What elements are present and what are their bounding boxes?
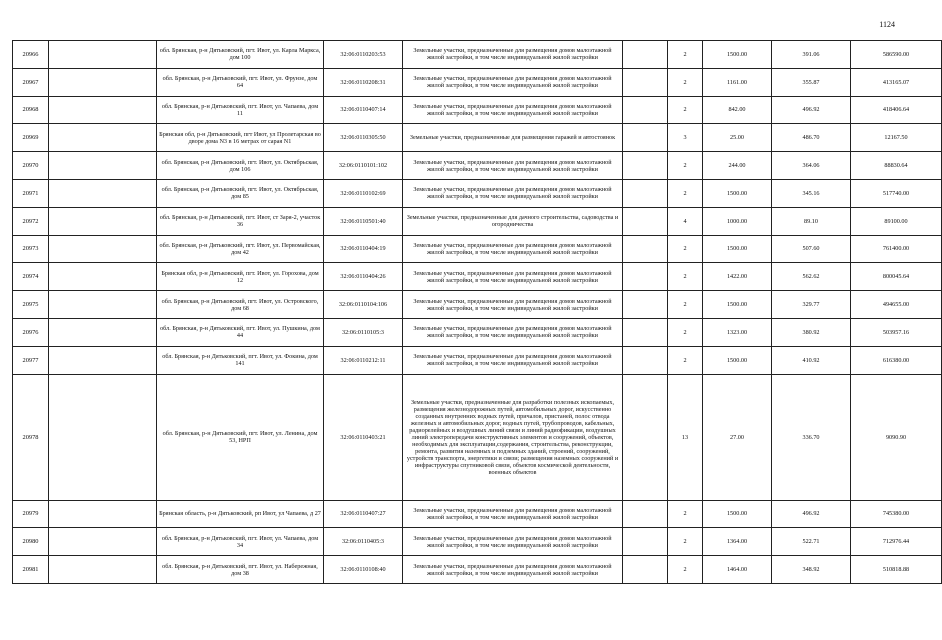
cadastral-value-cell: 89100.00 <box>851 207 942 235</box>
group-code-cell: 2 <box>668 500 703 528</box>
permitted-use-cell: Земельные участки, предназначенные для размещения домов малоэтажной жилой застройки, в том числе индивидуальной жилой застройки <box>403 500 623 528</box>
empty-cell <box>623 68 668 96</box>
row-number-cell: 20975 <box>13 291 49 319</box>
specific-value-cell: 391.06 <box>772 41 851 69</box>
land-registry-table <box>12 40 942 584</box>
area-cell: 1161.00 <box>703 68 772 96</box>
cadastral-number-cell: 32:06:0110105:3 <box>324 318 403 346</box>
cadastral-value-cell: 9090.90 <box>851 374 942 500</box>
empty-cell <box>49 263 157 291</box>
empty-cell <box>49 346 157 374</box>
empty-cell <box>49 500 157 528</box>
area-cell: 27.00 <box>703 374 772 500</box>
cadastral-value-cell: 586590.00 <box>851 41 942 69</box>
permitted-use-cell: Земельные участки, предназначенные для размещения домов малоэтажной жилой застройки, в том числе индивидуальной жилой застройки <box>403 68 623 96</box>
address-cell: обл. Брянская, р-н Дятьковский, пгт. Ивот, ул. Островского, дом 68 <box>157 291 324 319</box>
empty-cell <box>49 124 157 152</box>
area-cell: 1323.00 <box>703 318 772 346</box>
empty-cell <box>623 96 668 124</box>
empty-cell <box>623 374 668 500</box>
group-code-cell: 2 <box>668 41 703 69</box>
area-cell: 1500.00 <box>703 346 772 374</box>
group-code-cell: 3 <box>668 124 703 152</box>
row-number-cell: 20966 <box>13 41 49 69</box>
table-row <box>13 41 942 69</box>
table-row <box>13 263 942 291</box>
empty-cell <box>623 207 668 235</box>
address-cell: обл. Брянская, р-н Дятьковский, пгт. Ивот, ул. Чапаева, дом 11 <box>157 96 324 124</box>
area-cell: 25.00 <box>703 124 772 152</box>
area-cell: 1500.00 <box>703 291 772 319</box>
address-cell: Брянская обл, р-н Дятьковский, пгт Ивот, ул Пролетарская во дворе дома N3 в 16 метрах от сарая N1 <box>157 124 324 152</box>
table-row <box>13 207 942 235</box>
row-number-cell: 20969 <box>13 124 49 152</box>
page-number: 1124 <box>879 20 895 29</box>
group-code-cell: 2 <box>668 152 703 180</box>
specific-value-cell: 410.92 <box>772 346 851 374</box>
table-row <box>13 235 942 263</box>
cadastral-value-cell: 517740.00 <box>851 179 942 207</box>
group-code-cell: 2 <box>668 556 703 584</box>
row-number-cell: 20978 <box>13 374 49 500</box>
empty-cell <box>623 500 668 528</box>
row-number-cell: 20974 <box>13 263 49 291</box>
specific-value-cell: 336.70 <box>772 374 851 500</box>
empty-cell <box>49 68 157 96</box>
table-row <box>13 374 942 500</box>
specific-value-cell: 486.70 <box>772 124 851 152</box>
address-cell: обл. Брянская, р-н Дятьковский, пгт. Ивот, ул. Октябрьская, дом 106 <box>157 152 324 180</box>
cadastral-number-cell: 32:06:0110403:21 <box>324 374 403 500</box>
address-cell: обл. Брянская, р-н Дятьковский, пгт. Ивот, ул. Карла Маркса, дом 100 <box>157 41 324 69</box>
table-row <box>13 152 942 180</box>
table-row <box>13 96 942 124</box>
cadastral-number-cell: 32:06:0110203:53 <box>324 41 403 69</box>
permitted-use-cell: Земельные участки, предназначенные для размещения домов малоэтажной жилой застройки, в том числе индивидуальной жилой застройки <box>403 318 623 346</box>
table-row <box>13 528 942 556</box>
empty-cell <box>49 41 157 69</box>
address-cell: обл. Брянская, р-н Дятьковский, пгт. Ивот, ул. Фрунзе, дом 64 <box>157 68 324 96</box>
permitted-use-cell: Земельные участки, предназначенные для размещения домов малоэтажной жилой застройки, в том числе индивидуальной жилой застройки <box>403 346 623 374</box>
empty-cell <box>49 96 157 124</box>
empty-cell <box>623 124 668 152</box>
permitted-use-cell: Земельные участки, предназначенные для размещения домов малоэтажной жилой застройки, в том числе индивидуальной жилой застройки <box>403 556 623 584</box>
cadastral-value-cell: 88830.64 <box>851 152 942 180</box>
permitted-use-cell: Земельные участки, предназначенные для размещения домов малоэтажной жилой застройки, в том числе индивидуальной жилой застройки <box>403 291 623 319</box>
group-code-cell: 4 <box>668 207 703 235</box>
permitted-use-cell: Земельные участки, предназначенные для размещения домов малоэтажной жилой застройки, в том числе индивидуальной жилой застройки <box>403 235 623 263</box>
permitted-use-cell: Земельные участки, предназначенные для размещения домов малоэтажной жилой застройки, в том числе индивидуальной жилой застройки <box>403 179 623 207</box>
permitted-use-cell: Земельные участки, предназначенные для размещения домов малоэтажной жилой застройки, в том числе индивидуальной жилой застройки <box>403 528 623 556</box>
empty-cell <box>623 346 668 374</box>
row-number-cell: 20968 <box>13 96 49 124</box>
group-code-cell: 2 <box>668 68 703 96</box>
empty-cell <box>623 235 668 263</box>
cadastral-value-cell: 712976.44 <box>851 528 942 556</box>
empty-cell <box>623 291 668 319</box>
empty-cell <box>49 179 157 207</box>
empty-cell <box>623 263 668 291</box>
permitted-use-cell: Земельные участки, предназначенные для разработки полезных ископаемых, размещения железнодорожных путей, автомобильных дорог, искусственно созданных внутренних водных путей, причалов, пристаней, полос отвода железных и автомобильных дорог, водных путей, трубопроводов, кабельных, радиорелейных и воздушных линий связи и линий радиофикации, воздушных линий электропередачи конструктивных элементов и сооружений, объектов, необходимых для эксплуатации,содержания, строительства, реконструкции, ремонта, развития наземных и подземных зданий, строений, сооружений, устройств транспорта, энергетики и связи; размещения наземных сооружений и инфраструктуры спутниковой связи, объектов космической деятельности, военных объектов <box>403 374 623 500</box>
address-cell: обл. Брянская, р-н Дятьковский, пгт. Ивот, ул. Первомайская, дом 42 <box>157 235 324 263</box>
area-cell: 1000.00 <box>703 207 772 235</box>
cadastral-value-cell: 745380.00 <box>851 500 942 528</box>
empty-cell <box>623 556 668 584</box>
specific-value-cell: 496.92 <box>772 500 851 528</box>
row-number-cell: 20972 <box>13 207 49 235</box>
area-cell: 1500.00 <box>703 500 772 528</box>
table-row <box>13 291 942 319</box>
permitted-use-cell: Земельные участки, предназначенные для размещения домов малоэтажной жилой застройки, в том числе индивидуальной жилой застройки <box>403 96 623 124</box>
cadastral-value-cell: 12167.50 <box>851 124 942 152</box>
address-cell: обл. Брянская, р-н Дятьковский, пгт. Ивот, ул. Ленина, дом 53, НРП <box>157 374 324 500</box>
table-row <box>13 346 942 374</box>
group-code-cell: 2 <box>668 179 703 207</box>
area-cell: 1500.00 <box>703 235 772 263</box>
permitted-use-cell: Земельные участки, предназначенные для размещения домов малоэтажной жилой застройки, в том числе индивидуальной жилой застройки <box>403 41 623 69</box>
cadastral-value-cell: 800045.64 <box>851 263 942 291</box>
address-cell: обл. Брянская, р-н Дятьковский, пгт. Ивот, ул. Пушкина, дом 44 <box>157 318 324 346</box>
cadastral-value-cell: 413165.07 <box>851 68 942 96</box>
empty-cell <box>623 41 668 69</box>
row-number-cell: 20967 <box>13 68 49 96</box>
cadastral-value-cell: 761400.00 <box>851 235 942 263</box>
permitted-use-cell: Земельные участки, предназначенные для дачного строительства, садоводства и огородничества <box>403 207 623 235</box>
cadastral-number-cell: 32:06:0110212:11 <box>324 346 403 374</box>
address-cell: обл. Брянская, р-н Дятьковский, пгт. Ивот, ул. Чапаева, дом 34 <box>157 528 324 556</box>
group-code-cell: 13 <box>668 374 703 500</box>
row-number-cell: 20977 <box>13 346 49 374</box>
group-code-cell: 2 <box>668 235 703 263</box>
cadastral-number-cell: 32:06:0110104:106 <box>324 291 403 319</box>
row-number-cell: 20980 <box>13 528 49 556</box>
area-cell: 1500.00 <box>703 179 772 207</box>
group-code-cell: 2 <box>668 291 703 319</box>
specific-value-cell: 355.87 <box>772 68 851 96</box>
permitted-use-cell: Земельные участки, предназначенные для размещения гаражей и автостоянок <box>403 124 623 152</box>
group-code-cell: 2 <box>668 263 703 291</box>
empty-cell <box>49 291 157 319</box>
address-cell: Брянская обл, р-н Дятьковский, пгт. Ивот, ул. Горохова, дом 12 <box>157 263 324 291</box>
address-cell: обл. Брянская, р-н Дятьковский, пгт. Ивот, ул. Октябрьская, дом 85 <box>157 179 324 207</box>
specific-value-cell: 329.77 <box>772 291 851 319</box>
empty-cell <box>623 152 668 180</box>
area-cell: 1422.00 <box>703 263 772 291</box>
specific-value-cell: 522.71 <box>772 528 851 556</box>
empty-cell <box>623 179 668 207</box>
cadastral-value-cell: 503957.16 <box>851 318 942 346</box>
row-number-cell: 20979 <box>13 500 49 528</box>
row-number-cell: 20976 <box>13 318 49 346</box>
area-cell: 1364.00 <box>703 528 772 556</box>
cadastral-number-cell: 32:06:0110404:26 <box>324 263 403 291</box>
specific-value-cell: 562.62 <box>772 263 851 291</box>
area-cell: 1464.00 <box>703 556 772 584</box>
address-cell: обл. Брянская, р-н Дятьковский, пгт. Ивот, ул. Набережная, дом 38 <box>157 556 324 584</box>
group-code-cell: 2 <box>668 346 703 374</box>
cadastral-number-cell: 32:06:0110501:40 <box>324 207 403 235</box>
cadastral-number-cell: 32:06:0110405:3 <box>324 528 403 556</box>
cadastral-number-cell: 32:06:0110101:102 <box>324 152 403 180</box>
empty-cell <box>49 374 157 500</box>
cadastral-number-cell: 32:06:0110407:14 <box>324 96 403 124</box>
address-cell: обл. Брянская, р-н Дятьковский, пгт. Ивот, ул. Фокина, дом 141 <box>157 346 324 374</box>
specific-value-cell: 345.16 <box>772 179 851 207</box>
table-row <box>13 318 942 346</box>
permitted-use-cell: Земельные участки, предназначенные для размещения домов малоэтажной жилой застройки, в том числе индивидуальной жилой застройки <box>403 263 623 291</box>
row-number-cell: 20981 <box>13 556 49 584</box>
cadastral-number-cell: 32:06:0110404:19 <box>324 235 403 263</box>
cadastral-value-cell: 510818.88 <box>851 556 942 584</box>
cadastral-number-cell: 32:06:0110407:27 <box>324 500 403 528</box>
empty-cell <box>49 235 157 263</box>
empty-cell <box>49 528 157 556</box>
specific-value-cell: 380.92 <box>772 318 851 346</box>
cadastral-number-cell: 32:06:0110208:31 <box>324 68 403 96</box>
permitted-use-cell: Земельные участки, предназначенные для размещения домов малоэтажной жилой застройки, в том числе индивидуальной жилой застройки <box>403 152 623 180</box>
address-cell: обл. Брянская, р-н Дятьковский, пгт. Ивот, ст Заря-2, участок 36 <box>157 207 324 235</box>
empty-cell <box>49 207 157 235</box>
specific-value-cell: 496.92 <box>772 96 851 124</box>
empty-cell <box>49 318 157 346</box>
row-number-cell: 20971 <box>13 179 49 207</box>
address-cell: Брянская область, р-н Дятьковский, рп Ивот, ул Чапаева, д 27 <box>157 500 324 528</box>
area-cell: 842.00 <box>703 96 772 124</box>
specific-value-cell: 364.06 <box>772 152 851 180</box>
cadastral-value-cell: 616380.00 <box>851 346 942 374</box>
row-number-cell: 20973 <box>13 235 49 263</box>
specific-value-cell: 507.60 <box>772 235 851 263</box>
area-cell: 244.00 <box>703 152 772 180</box>
area-cell: 1500.00 <box>703 41 772 69</box>
empty-cell <box>623 528 668 556</box>
cadastral-number-cell: 32:06:0110305:50 <box>324 124 403 152</box>
table-row <box>13 556 942 584</box>
group-code-cell: 2 <box>668 528 703 556</box>
specific-value-cell: 89.10 <box>772 207 851 235</box>
group-code-cell: 2 <box>668 96 703 124</box>
empty-cell <box>49 556 157 584</box>
empty-cell <box>49 152 157 180</box>
group-code-cell: 2 <box>668 318 703 346</box>
registry-table-body <box>13 41 942 584</box>
cadastral-number-cell: 32:06:0110108:40 <box>324 556 403 584</box>
specific-value-cell: 348.92 <box>772 556 851 584</box>
table-row <box>13 179 942 207</box>
row-number-cell: 20970 <box>13 152 49 180</box>
cadastral-number-cell: 32:06:0110102:69 <box>324 179 403 207</box>
empty-cell <box>623 318 668 346</box>
table-row <box>13 500 942 528</box>
table-row <box>13 68 942 96</box>
table-row <box>13 124 942 152</box>
cadastral-value-cell: 494655.00 <box>851 291 942 319</box>
cadastral-value-cell: 418406.64 <box>851 96 942 124</box>
